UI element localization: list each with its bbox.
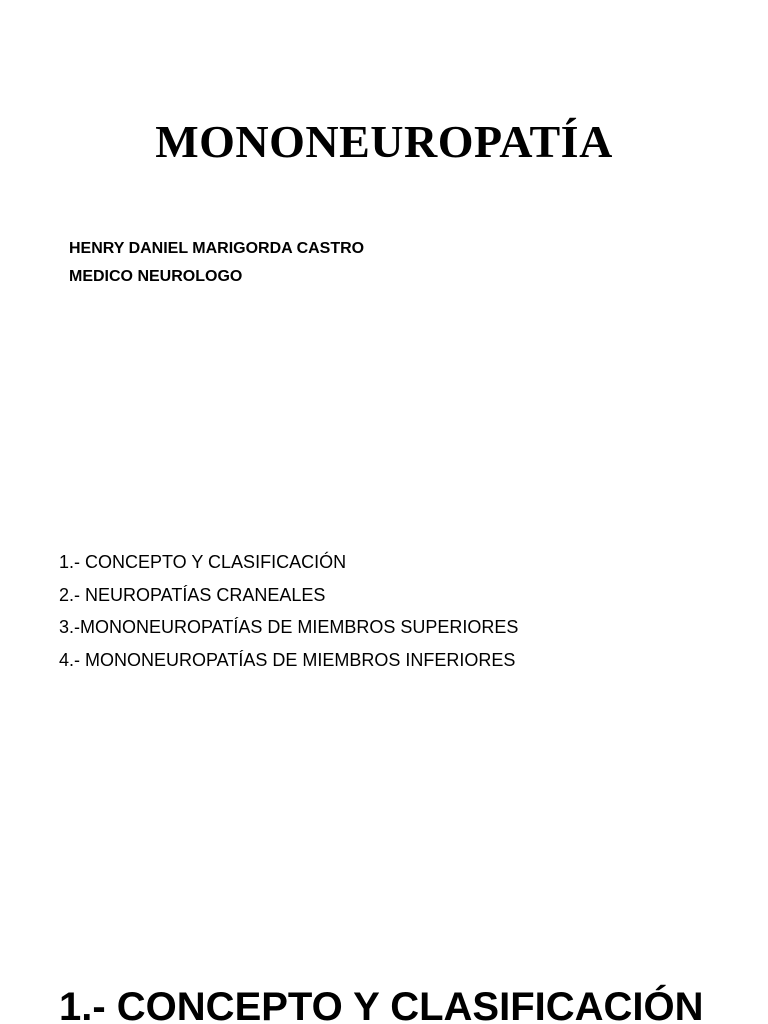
- index-item-4: 4.- MONONEUROPATÍAS DE MIEMBROS INFERIORES: [59, 649, 516, 670]
- index-list: [59, 546, 518, 676]
- index-slide: [0, 456, 768, 946]
- title-slide: [0, 0, 768, 456]
- index-item-3: 3.-MONONEUROPATÍAS DE MIEMBROS SUPERIORES: [59, 617, 519, 637]
- section-slide: [0, 946, 768, 1024]
- index-item-1: 1.- CONCEPTO Y CLASIFICACIÓN: [59, 552, 347, 572]
- author-role: MEDICO NEUROLOGO: [69, 268, 243, 285]
- author-name: HENRY DANIEL MARIGORDA CASTRO: [69, 240, 365, 257]
- presentation-title: MONONEUROPATÍA: [155, 116, 613, 167]
- author-block: [69, 235, 364, 291]
- section-heading: 1.- CONCEPTO Y CLASIFICACIÓN: [59, 985, 704, 1024]
- index-item-2: 2.- NEUROPATÍAS CRANEALES: [59, 584, 326, 605]
